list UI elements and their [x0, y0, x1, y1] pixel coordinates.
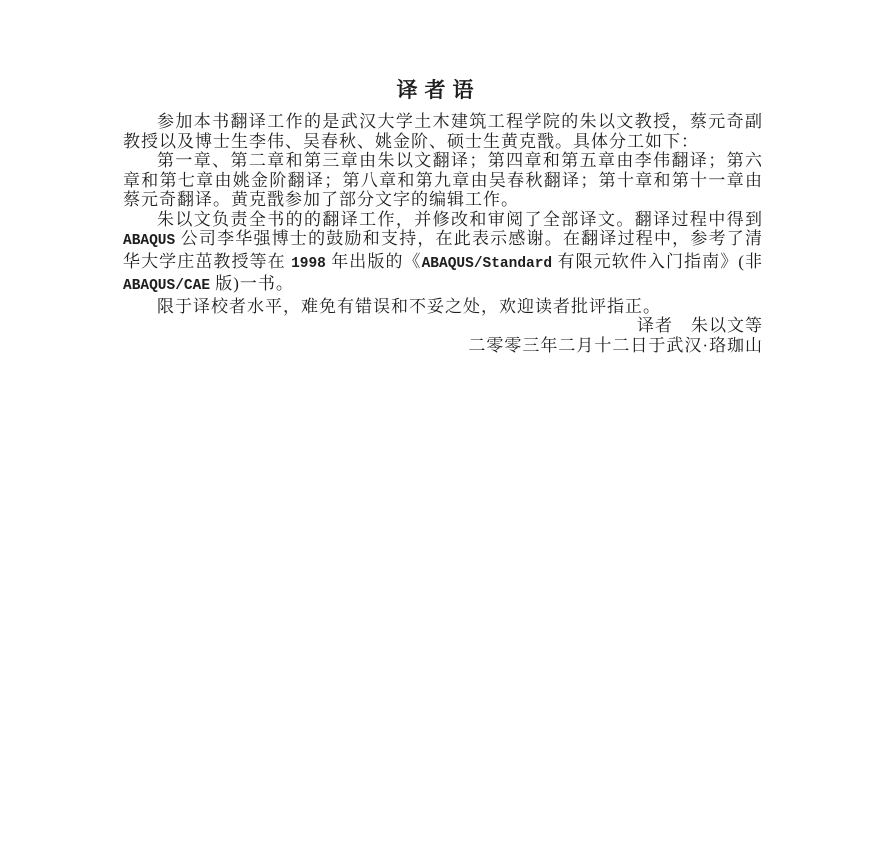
latin-term: ABAQUS/Standard: [421, 255, 553, 272]
latin-term: ABAQUS/CAE: [123, 278, 211, 294]
text-segment: 参加本书翻译工作的是武汉大学土木建筑工程学院的朱以文教授，蔡元奇副教授以及博士生李伟、吴春秋、姚金阶、硕士生黄克戬。具体分工如下：: [123, 112, 763, 151]
text-segment: 年出版的《: [325, 251, 422, 271]
page-title: 译者语: [396, 78, 481, 102]
paragraph: [123, 297, 763, 317]
paragraph: [123, 112, 763, 151]
latin-term: 1998: [291, 255, 326, 272]
text-segment: 第一章、第二章和第三章由朱以文翻译；第四章和第五章由李伟翻译；第六章和第七章由姚金阶翻译；第八章和第九章由吴春秋翻译；第十章和第十一章由蔡元奇翻译。黄克戬参加了部分文字的编辑工作。: [123, 151, 763, 209]
paragraph: [123, 151, 763, 210]
paragraph: [123, 210, 763, 297]
signature-translator-line: 译者 朱以文等: [637, 316, 763, 335]
text-segment: 公司李华强博士的鼓励和支持，在此表示感谢。在翻译过程中，参考了清华大学庄茁教授等在: [123, 229, 763, 271]
latin-term: ABAQUS: [123, 233, 176, 249]
signature-block: [468, 316, 763, 355]
text-segment: 朱以文负责全书的的翻译工作，并修改和审阅了全部译文。翻译过程中得到: [157, 209, 763, 229]
signature-date-line: 二零零三年二月十二日于武汉·珞珈山: [468, 335, 763, 355]
text-segment: 版)一书。: [210, 274, 294, 293]
text-segment: 有限元软件入门指南》(非: [552, 251, 764, 271]
body-text-block: [123, 112, 763, 316]
text-segment: 限于译校者水平，难免有错误和不妥之处，欢迎读者批评指正。: [157, 296, 661, 316]
